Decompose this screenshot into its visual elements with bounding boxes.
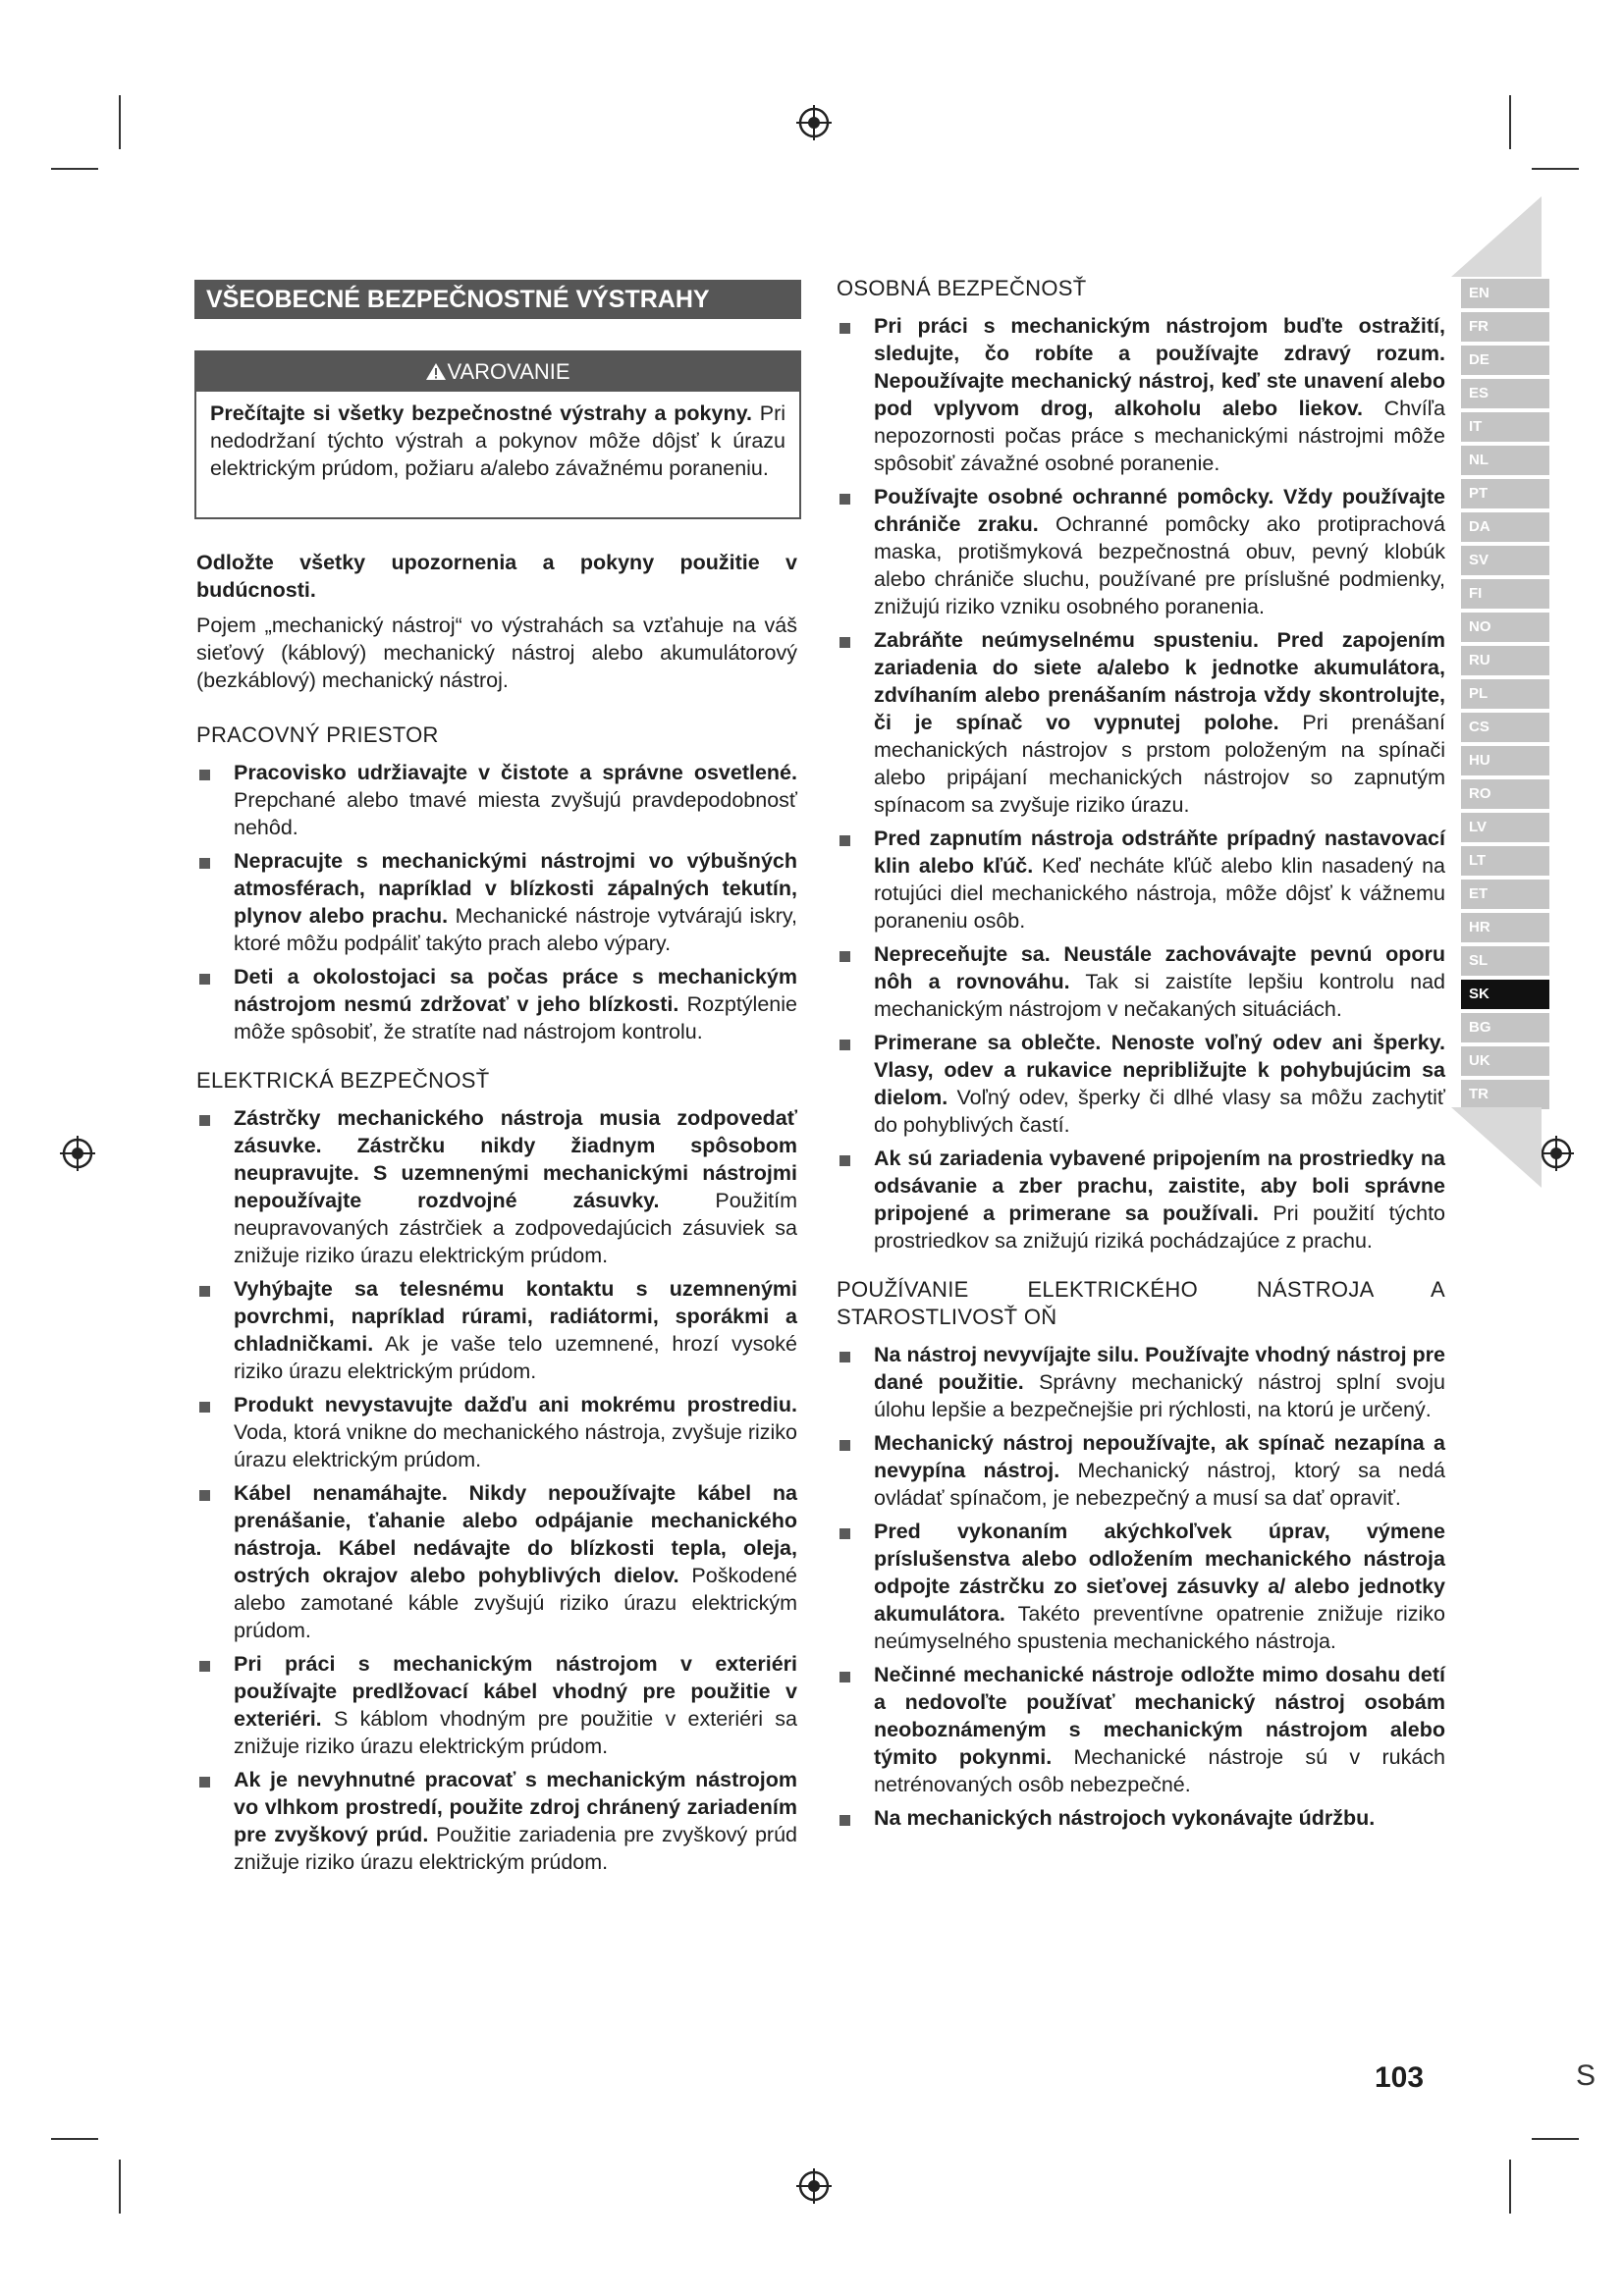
list-item: [837, 312, 1445, 477]
crop-mark: [119, 2160, 121, 2214]
language-tab-hr: HR: [1461, 913, 1549, 942]
page-title: VŠEOBECNÉ BEZPEČNOSTNÉ VÝSTRAHY: [194, 280, 801, 319]
item-text: Mechanický nástroj, ktorý sa nedá ovládať spínačom, je nebezpečný a musí sa dať opraviť.: [874, 1459, 1445, 1510]
warning-triangle-icon: [425, 362, 447, 381]
list-item: [837, 1145, 1445, 1255]
item-text: Keď necháte kľúč alebo klin nasadený na rotujúci diel mechanického nástroja, môže dôjsť k vážnemu poraneniu osôb.: [874, 854, 1445, 933]
item-bold-text: Pri práci s mechanickým nástrojom v exteriéri používajte predlžovací kábel vhodný pre použitie v exteriéri.: [234, 1652, 797, 1731]
registration-mark-icon: [794, 2166, 834, 2206]
list-item: [196, 1650, 797, 1760]
language-tab-sk: SK: [1461, 980, 1549, 1009]
language-tab-ru: RU: [1461, 646, 1549, 675]
list-item: [196, 1766, 797, 1876]
item-bold-text: Deti a okolostojaci sa počas práce s mechanickým nástrojom nesmú zdržovať v jeho blízkosti.: [234, 965, 797, 1016]
bullet-list: [837, 1341, 1445, 1832]
language-tab-da: DA: [1461, 512, 1549, 542]
item-text: Prepchané alebo tmavé miesta zvyšujú pravdepodobnosť nehôd.: [234, 788, 797, 839]
crop-mark: [51, 168, 98, 170]
language-tab-pt: PT: [1461, 479, 1549, 508]
item-bold-text: Pracovisko udržiavajte v čistote a správne osvetlené.: [234, 761, 797, 784]
item-text: Mechanické nástroje sú v rukách netrénovaných osôb nebezpečné.: [874, 1745, 1445, 1796]
list-item: [196, 847, 797, 957]
crop-mark: [119, 95, 121, 149]
language-tab-it: IT: [1461, 412, 1549, 442]
warning-box: [194, 350, 801, 519]
edge-text-fragment: S: [1576, 2059, 1597, 2092]
registration-mark-icon: [1537, 1134, 1576, 1173]
item-bold-text: Na mechanických nástrojoch vykonávajte údržbu.: [874, 1806, 1376, 1830]
language-tab-fi: FI: [1461, 579, 1549, 609]
item-bold-text: Produkt nevystavujte dažďu ani mokrému prostrediu.: [234, 1393, 797, 1416]
item-text: Mechanické nástroje vytvárajú iskry, ktoré môžu podpáliť takýto prach alebo výpary.: [234, 904, 798, 955]
item-text: Poškodené alebo zamotané káble zvyšujú riziko úrazu elektrickým prúdom.: [234, 1564, 797, 1642]
language-tab-et: ET: [1461, 880, 1549, 909]
language-tab-pl: PL: [1461, 679, 1549, 709]
language-tab-lt: LT: [1461, 846, 1549, 876]
bullet-list: [837, 312, 1445, 1255]
term-note: Pojem „mechanický nástroj“ vo výstrahách sa vzťahuje na váš sieťový (káblový) mechanický nástroj alebo akumulátorový (bezkáblový) mechanický nástroj.: [196, 614, 797, 692]
language-tab-sv: SV: [1461, 546, 1549, 575]
bullet-list: [196, 759, 797, 1045]
list-item: [837, 1661, 1445, 1798]
item-text: Ochranné pomôcky ako protiprachová maska, protišmyková bezpečnostná obuv, pevný klobúk alebo chrániče sluchu, používané pre príslušné podmienky, znižujú riziko vzniku osobného poranenia.: [874, 512, 1445, 618]
list-item: [837, 626, 1445, 819]
list-item: [837, 1804, 1445, 1832]
item-bold-text: Zástrčky mechanického nástroja musia zodpovedať zásuvke. Zástrčku nikdy žiadnym spôsobom neupravujte. S uzemnenými mechanickými nástrojmi nepoužívajte rozdvojné zásuvky.: [234, 1106, 797, 1212]
list-item: [837, 483, 1445, 620]
language-tab-bottom-triangle: [1451, 1107, 1542, 1188]
list-item: [196, 1104, 797, 1269]
list-item: [837, 825, 1445, 934]
language-tab-de: DE: [1461, 346, 1549, 375]
item-bold-text: Na nástroj nevyvíjajte silu. Používajte vhodný nástroj pre dané použitie.: [874, 1343, 1445, 1394]
right-column: [837, 275, 1445, 1838]
bullet-list: [196, 1104, 797, 1876]
crop-mark: [1532, 168, 1579, 170]
list-item: [837, 1429, 1445, 1512]
warning-header: [196, 352, 799, 392]
section-title: OSOBNÁ BEZPEČNOSŤ: [837, 276, 1087, 300]
item-bold-text: Kábel nenamáhajte. Nikdy nepoužívajte kábel na prenášanie, ťahanie alebo odpájanie mechanického nástroja. Kábel nedávajte do blízkosti tepla, oleja, ostrých okrajov alebo pohyblivých dielov.: [234, 1481, 797, 1587]
item-bold-text: Mechanický nástroj nepoužívajte, ak spínač nezapína a nevypína nástroj.: [874, 1431, 1445, 1482]
item-text: S káblom vhodným pre použitie v exteriéri sa znižuje riziko úrazu elektrickým prúdom.: [234, 1707, 797, 1758]
item-bold-text: Ak je nevyhnutné pracovať s mechanickým nástrojom vo vlhkom prostredí, použite zdroj chránený zariadením pre zvyškový prúd.: [234, 1768, 797, 1846]
item-text: Voda, ktorá vnikne do mechanického nástroja, zvyšuje riziko úrazu elektrickým prúdom.: [234, 1420, 797, 1471]
language-tab-fr: FR: [1461, 312, 1549, 342]
section-title: ELEKTRICKÁ BEZPEČNOSŤ: [196, 1068, 490, 1093]
list-item: [196, 963, 797, 1045]
language-tab-tr: TR: [1461, 1080, 1549, 1109]
list-item: [837, 1341, 1445, 1423]
section: [837, 1276, 1445, 1832]
item-text: Ak je vaše telo uzemnené, hrozí vysoké riziko úrazu elektrickým prúdom.: [234, 1332, 797, 1383]
section-title: PRACOVNÝ PRIESTOR: [196, 722, 439, 747]
section: [196, 721, 797, 1045]
registration-mark-icon: [58, 1134, 97, 1173]
language-tab-no: NO: [1461, 613, 1549, 642]
item-bold-text: Primerane sa oblečte. Nenoste voľný odev ani šperky. Vlasy, odev a rukavice nepribližujte k pohybujúcim sa dielom.: [874, 1031, 1445, 1109]
item-bold-text: Pri práci s mechanickým nástrojom buďte ostražití, sledujte, čo robíte a používajte zdravý rozum. Nepoužívajte mechanický nástroj, keď ste unavení alebo pod vplyvom drog, alkoholu alebo liekov.: [874, 314, 1445, 420]
section-title: POUŽÍVANIE ELEKTRICKÉHO NÁSTROJA A STAROSTLIVOSŤ OŇ: [837, 1277, 1445, 1329]
item-bold-text: Pred zapnutím nástroja odstráňte prípadný nastavovací klin alebo kľúč.: [874, 827, 1445, 878]
item-bold-text: Nečinné mechanické nástroje odložte mimo dosahu detí a nedovoľte používať mechanický nástroj osobám neoboznámeným s mechanickým nástrojom alebo týmito pokynmi.: [874, 1663, 1445, 1769]
list-item: [837, 1518, 1445, 1655]
item-text: Tak si zaistíte lepšiu kontrolu nad mechanickým nástrojom v nečakaných situáciách.: [874, 970, 1445, 1021]
crop-mark: [51, 2138, 98, 2140]
item-bold-text: Nepreceňujte sa. Neustále zachovávajte pevnú oporu nôh a rovnováhu.: [874, 942, 1445, 993]
item-text: Voľný odev, šperky či dlhé vlasy sa môžu zachytiť do pohyblivých častí.: [874, 1086, 1445, 1137]
item-bold-text: Nepracujte s mechanickými nástrojmi vo výbušných atmosférach, napríklad v blízkosti zápalných tekutín, plynov alebo prachu.: [234, 849, 797, 928]
item-bold-text: Používajte osobné ochranné pomôcky. Vždy používajte chrániče zraku.: [874, 485, 1445, 536]
item-text: Správny mechanický nástroj splní svoju úlohu lepšie a bezpečnejšie pri rýchlosti, na ktorú je určený.: [874, 1370, 1445, 1421]
crop-mark: [1509, 2160, 1511, 2214]
item-bold-text: Ak sú zariadenia vybavené pripojením na prostriedky na odsávanie a zber prachu, zaistite, aby boli správne pripojené a primerane sa používali.: [874, 1147, 1445, 1225]
language-tab-en: EN: [1461, 279, 1549, 308]
crop-mark: [1509, 95, 1511, 149]
list-item: [196, 759, 797, 841]
section: [837, 275, 1445, 1255]
language-tab-cs: CS: [1461, 713, 1549, 742]
item-text: Pri použití týchto prostriedkov sa znižujú riziká pochádzajúce z prachu.: [874, 1201, 1446, 1253]
list-item: [196, 1275, 797, 1385]
item-text: Použitím neupravovaných zástrčiek a zodpovedajúcich zásuviek sa znižuje riziko úrazu elektrickým prúdom.: [234, 1189, 797, 1267]
crop-mark: [1532, 2138, 1579, 2140]
item-bold-text: Vyhýbajte sa telesnému kontaktu s uzemnenými povrchmi, napríklad rúrami, radiátormi, sporákmi a chladničkami.: [234, 1277, 797, 1356]
language-tab-hu: HU: [1461, 746, 1549, 775]
language-tab-top-triangle: [1451, 196, 1542, 277]
language-tab-nl: NL: [1461, 446, 1549, 475]
list-item: [837, 1029, 1445, 1139]
section: [196, 1067, 797, 1876]
item-bold-text: Pred vykonaním akýchkoľvek úprav, výmene príslušenstva alebo odložením mechanického nástroja odpojte zástrčku zo sieťovej zásuvky a/ alebo jednotky akumulátora.: [874, 1520, 1445, 1626]
warning-label: VAROVANIE: [447, 359, 570, 384]
warning-bold: Prečítajte si všetky bezpečnostné výstrahy a pokyny.: [210, 401, 752, 425]
warning-body: Pri nedodržaní týchto výstrah a pokynov môže dôjsť k úrazu elektrickým prúdom, požiaru a/alebo závažnému poraneniu.: [210, 401, 786, 480]
item-text: Použitie zariadenia pre zvyškový prúd znižuje riziko úrazu elektrickým prúdom.: [234, 1823, 797, 1874]
item-text: Pri prenášaní mechanických nástrojov s prstom položeným na spínači alebo pripájaní mechanických nástrojov so zapnutým spínacom sa zvyšuje riziko úrazu.: [874, 711, 1445, 817]
list-item: [837, 940, 1445, 1023]
item-text: Rozptýlenie môže spôsobiť, že stratíte nad nástrojom kontrolu.: [234, 992, 797, 1043]
list-item: [196, 1479, 797, 1644]
keep-note: Odložte všetky upozornenia a pokyny použitie v budúcnosti.: [196, 551, 797, 602]
language-tab-ro: RO: [1461, 779, 1549, 809]
list-item: [196, 1391, 797, 1473]
item-text: Chvíľa nepozornosti počas práce s mechanickými nástrojmi môže spôsobiť závažné osobné poranenie.: [874, 397, 1445, 475]
left-column: [196, 549, 797, 1882]
warning-text: [196, 392, 799, 482]
item-bold-text: Zabráňte neúmyselnému spusteniu. Pred zapojením zariadenia do siete a/alebo k jednotke akumulátora, zdvíhaním alebo prenášaním nástroja vždy skontrolujte, či je spínač vo vypnutej polohe.: [874, 628, 1445, 734]
language-tab-sl: SL: [1461, 946, 1549, 976]
language-tab-bg: BG: [1461, 1013, 1549, 1042]
registration-mark-icon: [794, 103, 834, 142]
page-number: 103: [1375, 2061, 1425, 2094]
language-tab-lv: LV: [1461, 813, 1549, 842]
language-tab-uk: UK: [1461, 1046, 1549, 1076]
language-tab-es: ES: [1461, 379, 1549, 408]
item-text: Takéto preventívne opatrenie znižuje riziko neúmyselného spustenia mechanického nástroja.: [874, 1602, 1445, 1653]
